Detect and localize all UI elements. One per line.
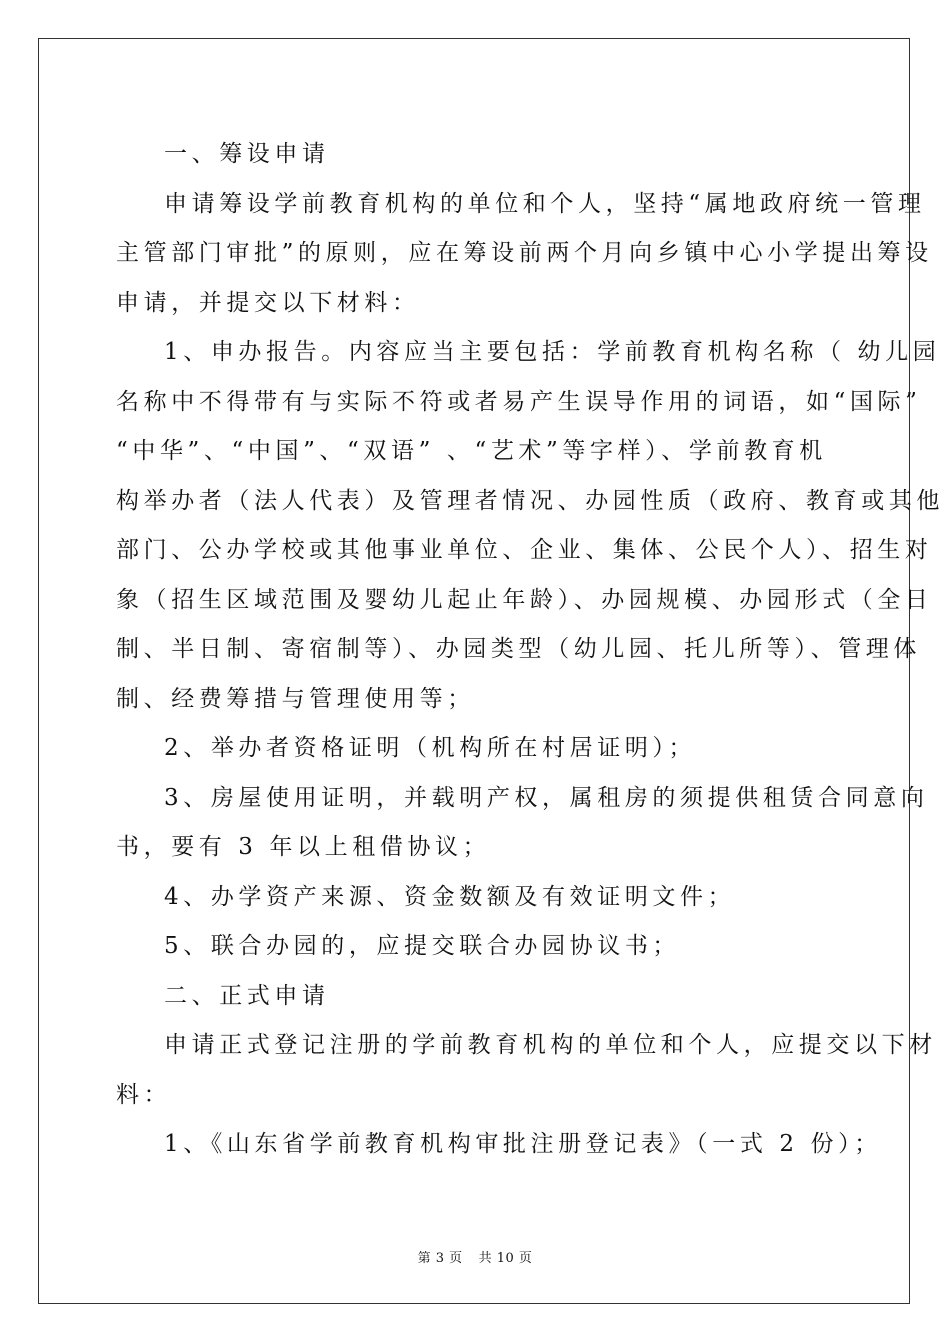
list-item-line: 名称中不得带有与实际不符或者易产生误导作用的词语，如“国际” — [116, 388, 922, 415]
list-item-line: 5、联合办园的，应提交联合办园协议书； — [164, 933, 681, 959]
page-total: 共 10 页 — [478, 1251, 533, 1266]
list-item-line: 部门、公办学校或其他事业单位、企业、集体、公民个人）、招生对 — [116, 537, 933, 563]
paragraph-line: 料： — [116, 1081, 172, 1108]
list-item-line: 书，要有 3 年以上租借协议； — [116, 834, 491, 860]
paragraph-line: 申请，并提交以下材料： — [116, 289, 420, 316]
document-body — [116, 130, 944, 1170]
list-item-line: 制、半日制、寄宿制等）、办园类型（幼儿园、托儿所等）、管理体 — [116, 636, 921, 662]
list-item-line: 1、《山东省学前教育机构审批注册登记表》（一式 2 份）； — [164, 1131, 882, 1157]
list-item-line: 4、办学资产来源、资金数额及有效证明文件； — [164, 883, 736, 910]
list-item-line: “中华”、“中国”、“双语” 、“艺术”等字样）、学前教育机 — [116, 438, 827, 464]
paragraph-line: 申请正式登记注册的学前教育机构的单位和个人，应提交以下材 — [164, 1032, 937, 1058]
list-item-line: 1、申办报告。内容应当主要包括：学前教育机构名称（ 幼儿园 — [164, 339, 941, 365]
page-footer — [0, 1247, 950, 1266]
paragraph-line: 主管部门审批”的原则，应在筹设前两个月向乡镇中心小学提出筹设 — [116, 240, 933, 266]
list-item-line: 制、经费筹措与管理使用等； — [116, 685, 475, 712]
paragraph-line: 申请筹设学前教育机构的单位和个人，坚持“属地政府统一管理 — [164, 190, 926, 217]
list-item-line: 3、房屋使用证明，并载明产权，属租房的须提供租赁合同意向 — [164, 784, 929, 811]
page-number: 第 3 页 — [417, 1251, 463, 1266]
list-item-line: 2、举办者资格证明（机构所在村居证明）； — [164, 735, 697, 761]
section-heading-formal: 二、正式申请 — [164, 982, 330, 1009]
list-item-line: 构举办者（法人代表）及管理者情况、办园性质（政府、教育或其他 — [116, 487, 944, 514]
section-heading-preparation: 一、筹设申请 — [164, 141, 330, 167]
list-item-line: 象（招生区域范围及婴幼儿起止年龄）、办园规模、办园形式（全日 — [116, 586, 933, 613]
